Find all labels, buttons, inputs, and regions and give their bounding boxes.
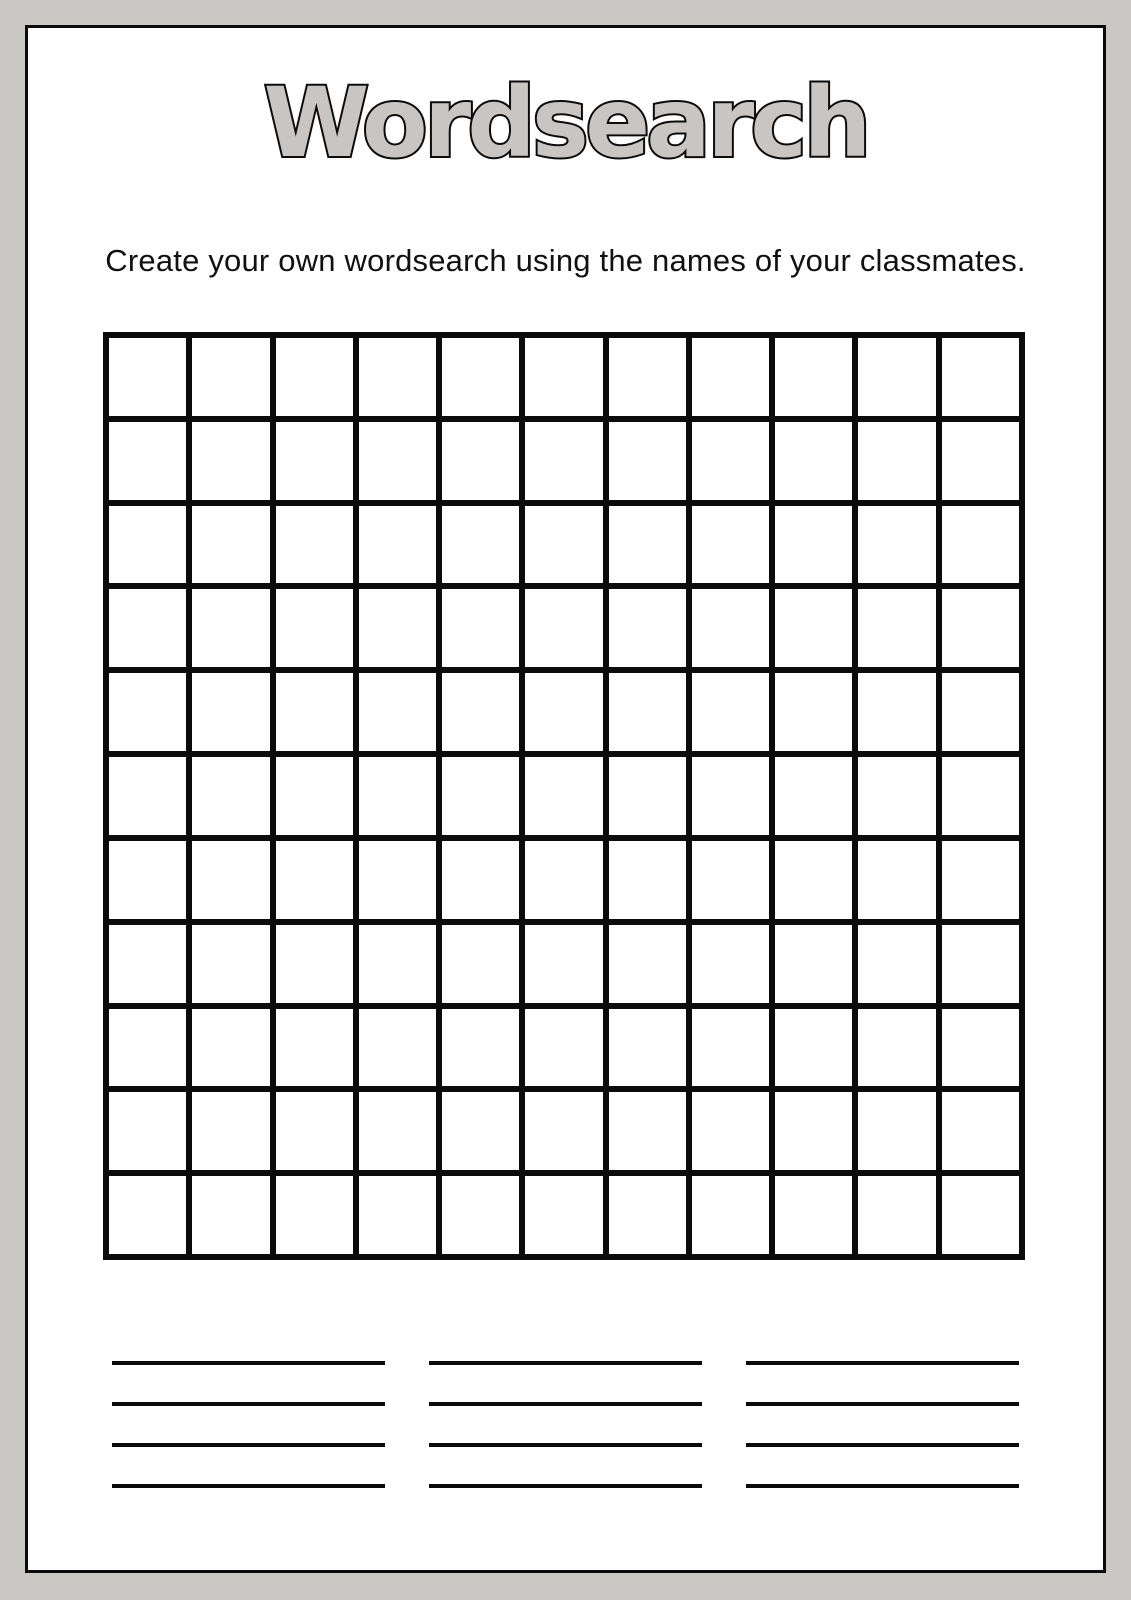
grid-cell: [439, 1173, 522, 1257]
grid-cell: [273, 335, 356, 419]
grid-cell: [855, 335, 938, 419]
grid-cell: [939, 1006, 1022, 1090]
grid-cell: [439, 419, 522, 503]
grid-cell: [855, 1089, 938, 1173]
grid-cell: [772, 754, 855, 838]
grid-cell: [356, 335, 439, 419]
grid-cell: [189, 1173, 272, 1257]
grid-cell: [855, 670, 938, 754]
grid-cell: [606, 1089, 689, 1173]
grid-cell: [689, 586, 772, 670]
grid-cell: [772, 503, 855, 587]
answer-blank-line: [746, 1484, 1019, 1488]
answer-blank-line: [746, 1361, 1019, 1365]
answer-blank-line: [112, 1484, 385, 1488]
page-title: Wordsearch: [263, 67, 868, 179]
grid-cell: [356, 419, 439, 503]
answer-lines-section: [112, 1361, 1019, 1488]
grid-cell: [356, 1173, 439, 1257]
grid-cell: [522, 1006, 605, 1090]
grid-cell: [356, 922, 439, 1006]
grid-cell: [522, 838, 605, 922]
grid-cell: [106, 670, 189, 754]
grid-cell: [439, 1089, 522, 1173]
grid-cell: [273, 586, 356, 670]
grid-cell: [522, 754, 605, 838]
grid-cell: [189, 503, 272, 587]
grid-cell: [273, 1173, 356, 1257]
grid-cell: [106, 503, 189, 587]
grid-cell: [522, 670, 605, 754]
answer-blank-line: [429, 1443, 702, 1447]
grid-cell: [772, 335, 855, 419]
answer-blank-line: [112, 1402, 385, 1406]
grid-cell: [855, 503, 938, 587]
grid-cell: [606, 503, 689, 587]
grid-cell: [939, 335, 1022, 419]
grid-cell: [772, 1089, 855, 1173]
grid-cell: [689, 1006, 772, 1090]
grid-cell: [606, 1173, 689, 1257]
grid-cell: [772, 1173, 855, 1257]
grid-cell: [772, 922, 855, 1006]
grid-cell: [439, 335, 522, 419]
answer-line-column: [746, 1361, 1019, 1488]
grid-cell: [772, 838, 855, 922]
grid-cell: [189, 838, 272, 922]
answer-blank-line: [746, 1402, 1019, 1406]
grid-cell: [439, 670, 522, 754]
grid-cell: [606, 754, 689, 838]
grid-cell: [189, 670, 272, 754]
grid-cell: [439, 1006, 522, 1090]
grid-cell: [273, 1006, 356, 1090]
grid-cell: [273, 838, 356, 922]
grid-cell: [606, 922, 689, 1006]
grid-cell: [106, 838, 189, 922]
grid-cell: [855, 754, 938, 838]
grid-cell: [855, 1173, 938, 1257]
grid-cell: [273, 754, 356, 838]
grid-cell: [939, 586, 1022, 670]
grid-cell: [772, 419, 855, 503]
grid-cell: [689, 1173, 772, 1257]
grid-cell: [356, 670, 439, 754]
grid-cell: [939, 419, 1022, 503]
grid-cell: [939, 922, 1022, 1006]
grid-cell: [106, 1006, 189, 1090]
grid-cell: [522, 335, 605, 419]
grid-cell: [689, 503, 772, 587]
grid-cell: [439, 503, 522, 587]
grid-cell: [939, 1089, 1022, 1173]
grid-cell: [356, 1006, 439, 1090]
grid-cell: [689, 419, 772, 503]
grid-cell: [106, 586, 189, 670]
grid-cell: [522, 1173, 605, 1257]
answer-blank-line: [746, 1443, 1019, 1447]
grid-cell: [855, 838, 938, 922]
grid-cell: [356, 754, 439, 838]
grid-cell: [356, 1089, 439, 1173]
grid-cell: [356, 503, 439, 587]
wordsearch-grid: [103, 332, 1025, 1260]
answer-blank-line: [112, 1443, 385, 1447]
grid-cell: [939, 838, 1022, 922]
answer-line-column: [112, 1361, 385, 1488]
grid-cell: [689, 335, 772, 419]
grid-cell: [689, 922, 772, 1006]
grid-cell: [106, 754, 189, 838]
grid-cell: [106, 1089, 189, 1173]
grid-cell: [522, 922, 605, 1006]
grid-cell: [689, 1089, 772, 1173]
grid-cell: [606, 335, 689, 419]
grid-cell: [189, 922, 272, 1006]
grid-cell: [189, 1006, 272, 1090]
grid-cell: [189, 754, 272, 838]
grid-cell: [189, 419, 272, 503]
grid-cell: [522, 1089, 605, 1173]
answer-line-column: [429, 1361, 702, 1488]
grid-cell: [689, 838, 772, 922]
grid-cell: [689, 754, 772, 838]
grid-cell: [606, 1006, 689, 1090]
instruction-text: Create your own wordsearch using the names of your classmates.: [105, 243, 1026, 278]
grid-cell: [189, 335, 272, 419]
grid-cell: [106, 419, 189, 503]
grid-cell: [772, 586, 855, 670]
grid-cell: [439, 586, 522, 670]
grid-cell: [606, 670, 689, 754]
worksheet-page: [25, 25, 1106, 1573]
grid-cell: [189, 1089, 272, 1173]
grid-cell: [606, 586, 689, 670]
grid-cell: [606, 419, 689, 503]
grid-cell: [106, 1173, 189, 1257]
grid-cell: [939, 754, 1022, 838]
grid-cell: [189, 586, 272, 670]
grid-cell: [855, 922, 938, 1006]
grid-cell: [772, 1006, 855, 1090]
grid-cell: [273, 922, 356, 1006]
answer-blank-line: [429, 1361, 702, 1365]
grid-cell: [106, 922, 189, 1006]
grid-cell: [522, 586, 605, 670]
grid-cell: [855, 419, 938, 503]
grid-cell: [273, 1089, 356, 1173]
grid-cell: [939, 670, 1022, 754]
grid-cell: [606, 838, 689, 922]
grid-cell: [689, 670, 772, 754]
grid-cell: [855, 1006, 938, 1090]
grid-cell: [439, 922, 522, 1006]
answer-blank-line: [429, 1484, 702, 1488]
grid-cell: [522, 419, 605, 503]
grid-cell: [522, 503, 605, 587]
grid-cell: [273, 503, 356, 587]
grid-cell: [273, 419, 356, 503]
grid-cell: [356, 586, 439, 670]
grid-cell: [939, 503, 1022, 587]
grid-cell: [106, 335, 189, 419]
grid-cell: [772, 670, 855, 754]
grid-cell: [439, 754, 522, 838]
grid-cell: [939, 1173, 1022, 1257]
answer-blank-line: [112, 1361, 385, 1365]
grid-cell: [439, 838, 522, 922]
grid-cell: [356, 838, 439, 922]
grid-cell: [855, 586, 938, 670]
grid-cell: [273, 670, 356, 754]
answer-blank-line: [429, 1402, 702, 1406]
